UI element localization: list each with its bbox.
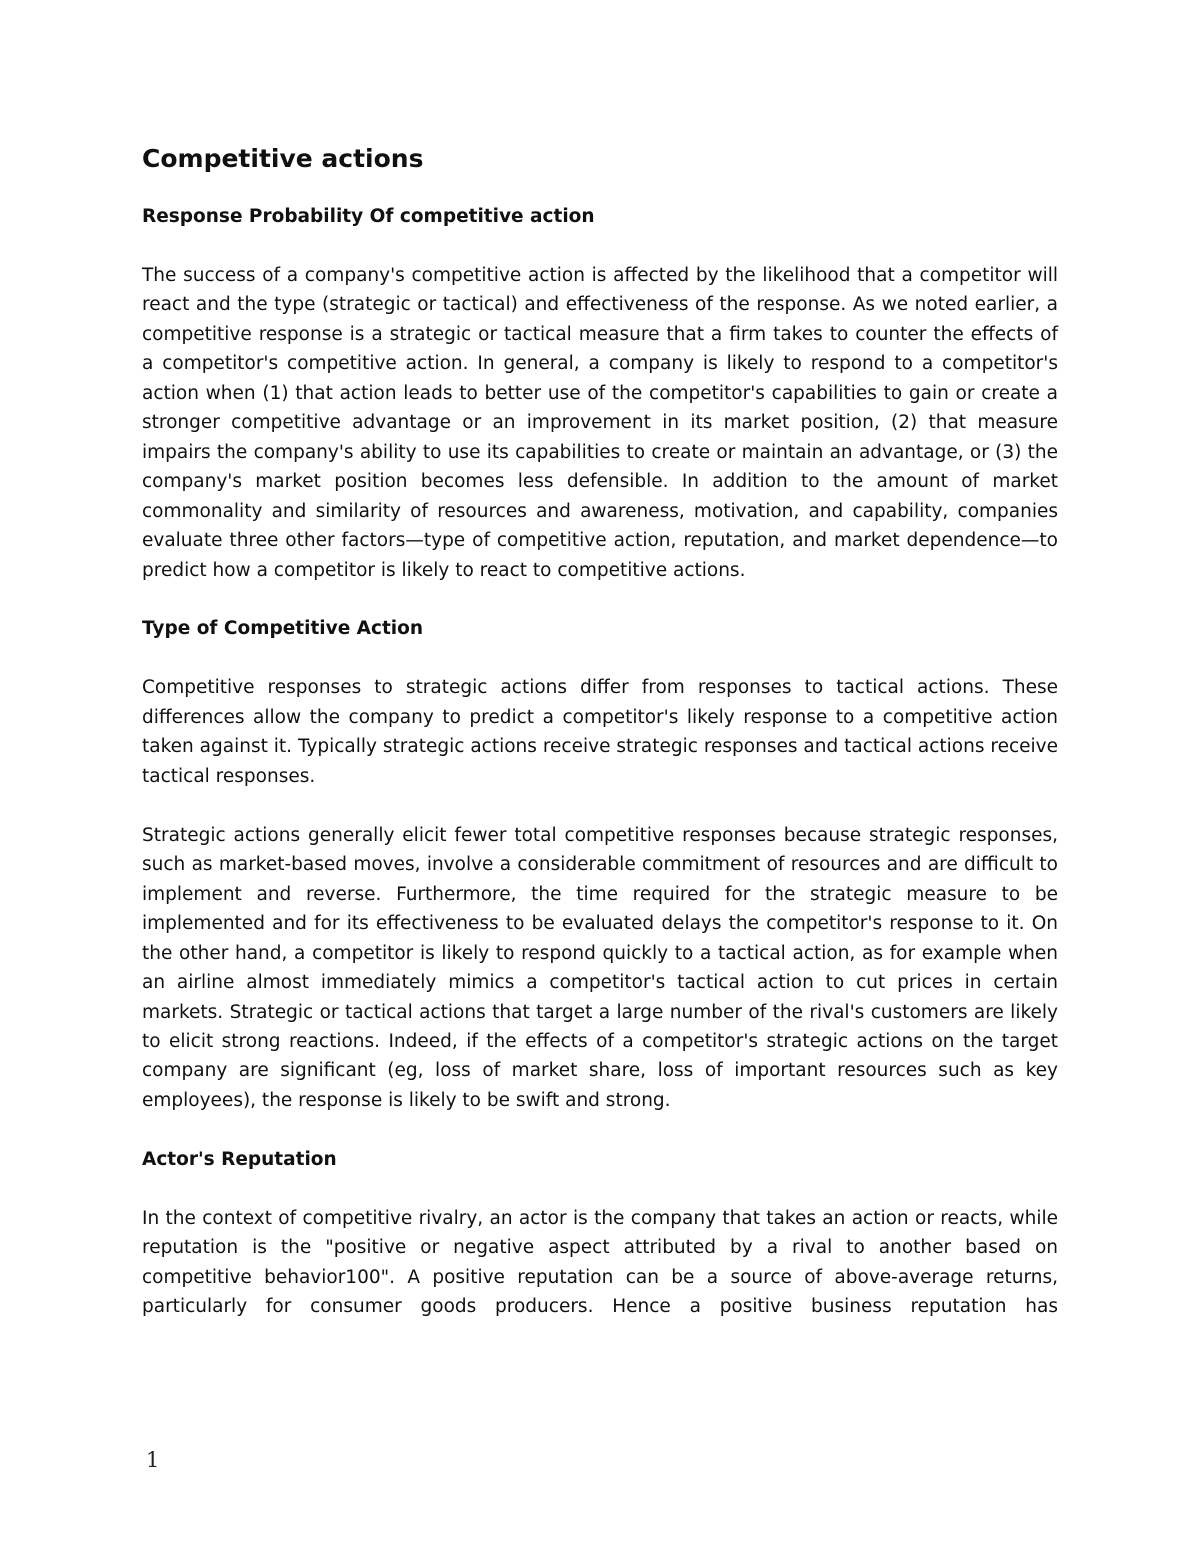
- document-title: Competitive actions: [142, 144, 424, 173]
- section-heading-actors-reputation: Actor's Reputation: [142, 1148, 337, 1170]
- paragraph-actors-reputation: In the context of competitive rivalry, an actor is the company that takes an action or reacts, while reputation is the "positive or negative aspect attributed by a rival to another based on competitive behavior100". A positive reputation can be a source of above-average returns, particularly for consumer goods producers. Hence a positive business reputation has: [142, 1207, 1058, 1318]
- paragraph-type-of-action-1: Competitive responses to strategic actions differ from responses to tactical actions. These differences allow the company to predict a competitor's likely response to a competitive action taken against it. Typically strategic actions receive strategic responses and tactical actions receive tactical responses.: [142, 677, 1058, 787]
- paragraph-response-probability: The success of a company's competitive action is affected by the likelihood that a competitor will react and the type (strategic or tactical) and effectiveness of the response. As we noted earlier, a competitive response is a strategic or tactical measure that a firm takes to counter the effects of a competitor's competitive action. In general, a company is likely to respond to a competitor's action when (1) that action leads to better use of the competitor's capabilities to gain or create a stronger competitive advantage or an improvement in its market position, (2) that measure impairs the company's ability to use its capabilities to create or maintain an advantage, or (3) the company's market position becomes less defensible. In addition to the amount of market commonality and similarity of resources and awareness, motivation, and capability, companies evaluate three other factors—type of competitive action, reputation, and market dependence—to predict how a competitor is likely to react to competitive actions.: [142, 265, 1058, 581]
- page-number: 1: [146, 1448, 160, 1472]
- document-body: [142, 140, 1058, 1322]
- section-heading-response-probability: Response Probability Of competitive action: [142, 206, 595, 227]
- section-heading-type-of-competitive-action: Type of Competitive Action: [142, 618, 424, 640]
- paragraph-type-of-action-2: Strategic actions generally elicit fewer total competitive responses because strategic responses, such as market-based moves, involve a considerable commitment of resources and are difficult to implement and reverse. Furthermore, the time required for the strategic measure to be implemented and for its effectiveness to be evaluated delays the competitor's response to it. On the other hand, a competitor is likely to respond quickly to a tactical action, as for example when an airline almost immediately mimics a competitor's tactical action to cut prices in certain markets. Strategic or tactical actions that target a large number of the rival's customers are likely to elicit strong reactions. Indeed, if the effects of a competitor's strategic actions on the target company are significant (eg, loss of market share, loss of important resources such as key employees), the response is likely to be swift and strong.: [142, 824, 1058, 1111]
